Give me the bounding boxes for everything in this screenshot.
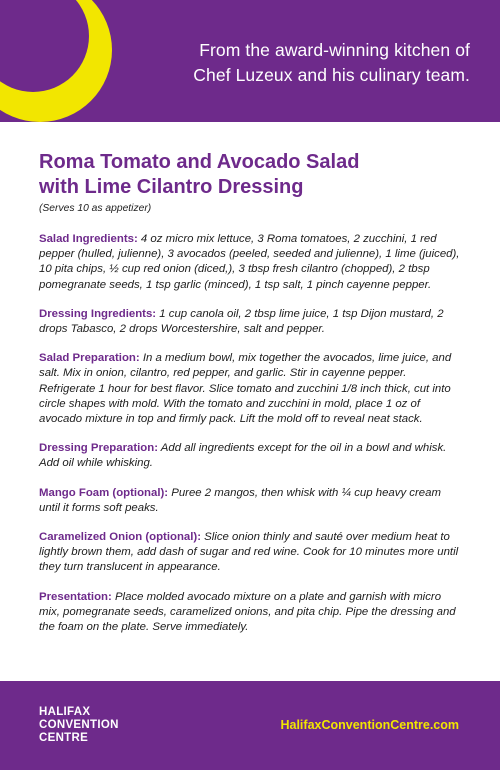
header-banner [0,0,500,122]
section-mango-foam [39,486,463,516]
section-dressing-ingredients [39,307,463,337]
section-presentation [39,590,463,636]
recipe-title-line-2: with Lime Cilantro Dressing [39,176,304,198]
section-label: Dressing Preparation: [39,442,159,455]
recipe-title-line-1: Roma Tomato and Avocado Salad [39,151,360,173]
serving-size: (Serves 10 as appetizer) [39,203,152,214]
logo-line-2: CONVENTION [39,719,119,731]
website-link[interactable]: HalifaxConventionCentre.com [280,718,459,732]
section-text: Add all ingredients except for the oil in a bowl and whisk. Add oil while whisking. [39,442,447,470]
logo-line-3: CENTRE [39,732,89,744]
section-dressing-preparation [39,441,463,471]
section-label: Salad Ingredients: [39,233,138,245]
section-label: Mango Foam (optional): [39,486,169,499]
section-text: 1 cup canola oil, 2 tbsp lime juice, 1 tsp Dijon mustard, 2 drops Tabasco, 2 drops Worcestershire, salt and pepper. [39,307,444,336]
section-text: 4 oz micro mix lettuce, 3 Roma tomatoes, 2 zucchini, 1 red pepper (hulled, julienne), 3 avocados (peeled, seeded and julienne), 1 lime (juiced), 10 pita chips, ½ cup red onion (diced,), 3 tbsp fresh cilantro (chopped), 2 tbsp pomegranate seeds, 1 tsp garlic (minced), 1 tsp salt, 1 pinch cayenne pepper. [39,233,460,291]
tagline-line-1: From the award-winning kitchen of [199,40,470,60]
recipe-title [39,150,463,200]
section-salad-ingredients [39,232,463,293]
section-text: Puree 2 mangos, then whisk with ¼ cup heavy cream until it forms soft peaks. [39,486,441,514]
section-label: Dressing Ingredients: [39,307,157,320]
logo-line-1: HALIFAX [39,706,91,718]
section-text: In a medium bowl, mix together the avocados, lime juice, and salt. Mix in onion, cilantro, red pepper, and garlic. Stir in cayenne pepper. Refrigerate 1 hour for best flavor. Slice tomato and zucchini 1/8 inch thick, cut into circle shapes with mold. With the tomato and zucchini in mold, place 1 oz of avocado mixture in top and firmly pack. Lift the mold off to reveal neat stack. [39,352,452,426]
tagline-line-2: Chef Luzeux and his culinary team. [193,65,470,85]
footer-banner [0,681,500,770]
section-caramelized-onion [39,530,463,576]
halifax-convention-centre-logo [39,706,119,745]
section-text: Slice onion thinly and sauté over medium heat to lightly brown them, add dash of sugar and red wine. Cook for 10 minutes more until they turn translucent in appearance. [39,531,459,574]
section-label: Presentation: [39,590,112,603]
recipe-card [39,150,463,647]
section-label: Caramelized Onion (optional): [39,531,202,544]
section-label: Salad Preparation: [39,352,140,365]
section-salad-preparation [39,351,463,427]
section-text: Place molded avocado mixture on a plate and garnish with micro mix, pomegranate seeds, caramelized onions, and pita chip. Pipe the dressing and the foam on the plate. Serve immediately. [39,590,456,634]
tagline [110,38,470,88]
